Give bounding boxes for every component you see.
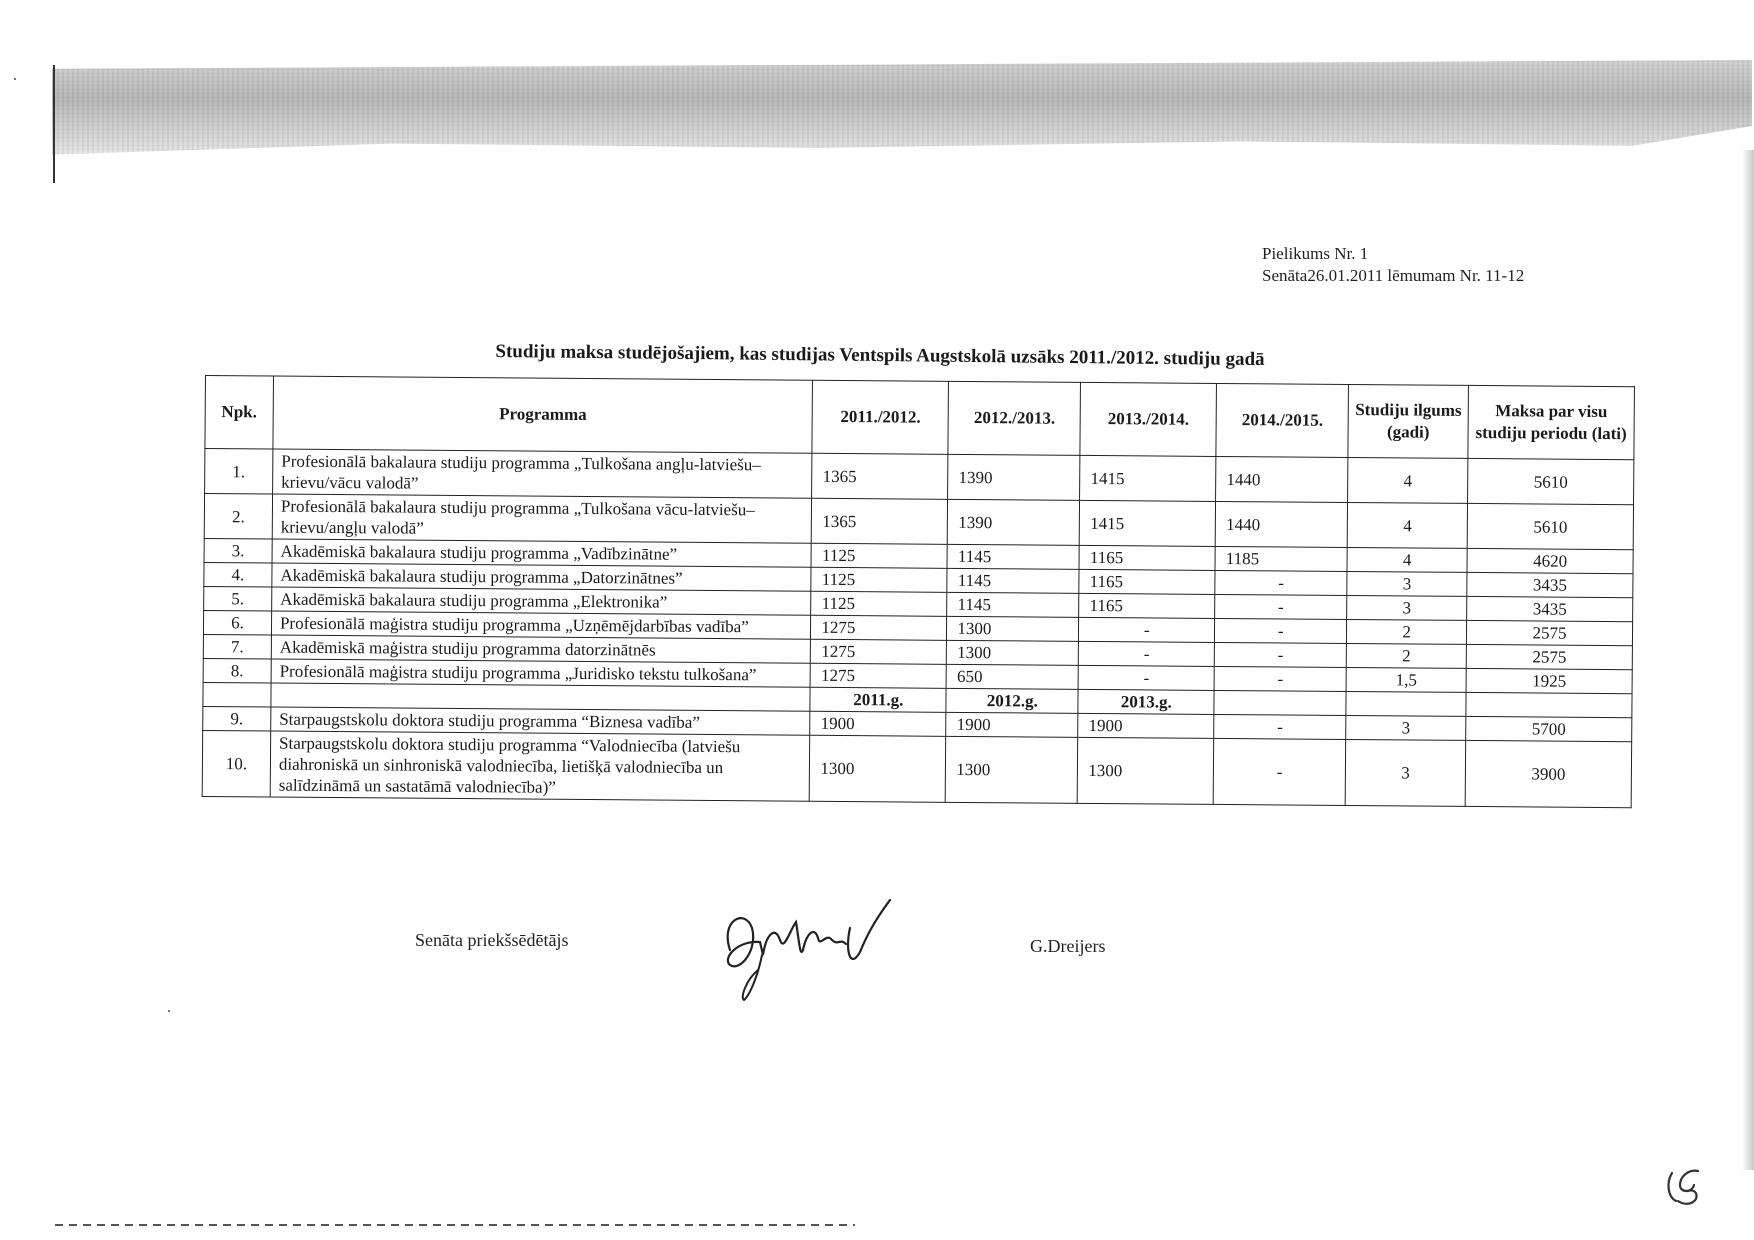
fee-2012: 1145	[947, 592, 1079, 617]
table-row	[202, 730, 1631, 807]
total-fee: 2575	[1467, 620, 1633, 645]
duration: 2	[1347, 619, 1467, 644]
total-fee: 1925	[1466, 668, 1632, 693]
fee-2014: -	[1215, 570, 1347, 595]
header-year-2011: 2011./2012.	[812, 380, 949, 454]
row-number: 7.	[203, 634, 271, 659]
signature-label: Senāta priekšsēdētājs	[415, 930, 569, 950]
program-name: Profesionālā bakalaura studiju programma „Tulkošana angļu-latviešu–krievu/vācu valodā”	[273, 449, 813, 498]
program-name: Akadēmiskā bakalaura studiju programma „Datorzinātnes”	[272, 563, 812, 591]
program-name: Profesionālā maģistra studiju programma „Juridisko tekstu tulkošana”	[271, 659, 811, 687]
empty-cell	[1466, 692, 1632, 717]
header-year-2013: 2013./2014.	[1080, 382, 1217, 456]
fee-2014: -	[1214, 666, 1346, 691]
fee-2012: 1145	[947, 544, 1079, 569]
duration: 3	[1347, 571, 1467, 596]
fee-2011: 1125	[811, 543, 947, 568]
program-name: Starpaugstskolu doktora studiju programma “Biznesa vadība”	[271, 707, 811, 735]
fee-2013: -	[1079, 641, 1215, 666]
fee-2013: 1300	[1077, 737, 1213, 804]
program-name: Akadēmiskā bakalaura studiju programma „Elektronika”	[272, 587, 812, 615]
program-name: Profesionālā bakalaura studiju programma „Tulkošana vācu-latviešu–krievu/angļu valodā”	[272, 494, 812, 543]
fee-2011: 1125	[811, 591, 947, 616]
fee-2013: -	[1078, 665, 1214, 690]
scan-speck	[168, 1010, 170, 1012]
fee-2012: 1390	[948, 454, 1080, 500]
duration: 3	[1346, 715, 1466, 740]
fee-2012: 650	[946, 664, 1078, 689]
appendix-number: Pielikums Nr. 1	[1262, 244, 1369, 263]
fee-2011: 1365	[812, 453, 948, 499]
fee-2012: 1145	[947, 568, 1079, 593]
total-fee: 3900	[1465, 740, 1631, 807]
fee-2014: -	[1213, 738, 1345, 805]
scan-bottom-line	[55, 1224, 855, 1226]
duration: 4	[1348, 457, 1468, 503]
fee-2013: 1165	[1079, 593, 1215, 618]
fee-2012: 1300	[947, 640, 1079, 665]
header-duration: Studiju ilgums (gadi)	[1348, 384, 1468, 458]
fee-2014: 1185	[1215, 546, 1347, 571]
program-name: Profesionālā maģistra studiju programma „Uzņēmējdarbības vadība”	[271, 611, 811, 639]
fee-2013: 1415	[1080, 455, 1216, 501]
row-number: 3.	[204, 538, 272, 563]
year-label-2011: 2011.g.	[810, 687, 946, 712]
empty-cell	[1214, 690, 1346, 715]
fee-2011: 1275	[811, 663, 947, 688]
scan-edge-mark	[53, 65, 55, 183]
fee-2011: 1125	[811, 567, 947, 592]
scan-speck	[14, 78, 16, 80]
fee-2012: 1900	[946, 712, 1078, 737]
header-programma: Programma	[273, 376, 813, 453]
fee-2012: 1390	[948, 499, 1080, 545]
duration: 3	[1347, 595, 1467, 620]
fee-2014: 1440	[1216, 456, 1348, 502]
fee-2011: 1900	[810, 711, 946, 736]
row-number: 10.	[202, 730, 270, 797]
duration: 1,5	[1346, 667, 1466, 692]
program-name: Akadēmiskā bakalaura studiju programma „Vadībzinātne”	[272, 539, 812, 567]
header-npk: Npk.	[205, 376, 274, 450]
fee-2011: 1300	[810, 735, 946, 802]
tuition-fee-table	[202, 375, 1635, 808]
duration: 4	[1347, 502, 1467, 548]
fee-2014: -	[1214, 642, 1346, 667]
total-fee: 3435	[1467, 572, 1633, 597]
fee-2014: 1440	[1215, 501, 1347, 547]
header-year-2012: 2012./2013.	[948, 381, 1081, 455]
fee-2012: 1300	[946, 736, 1078, 803]
total-fee: 4620	[1467, 548, 1633, 573]
appendix-note	[1262, 243, 1524, 287]
total-fee: 3435	[1467, 596, 1633, 621]
row-number: 8.	[203, 658, 271, 683]
fee-2013: 1415	[1080, 500, 1216, 546]
year-label-2012: 2012.g.	[946, 688, 1078, 713]
fee-2014: -	[1214, 714, 1346, 739]
senate-decision-reference: Senāta26.01.2011 lēmumam Nr. 11-12	[1262, 266, 1525, 285]
fee-2011: 1275	[811, 615, 947, 640]
handwritten-page-number	[1658, 1163, 1708, 1213]
total-fee: 5610	[1468, 458, 1634, 504]
total-fee: 5700	[1466, 716, 1632, 741]
scan-right-edge	[1742, 150, 1754, 1170]
fee-2014: -	[1215, 594, 1347, 619]
scan-shadow-band	[52, 60, 1752, 170]
fee-2013: 1165	[1079, 545, 1215, 570]
total-fee: 2575	[1466, 644, 1632, 669]
year-label-2013: 2013.g.	[1078, 689, 1214, 714]
table-header-row	[205, 376, 1635, 460]
row-number: 6.	[203, 610, 271, 635]
fee-2011: 1365	[812, 498, 948, 544]
program-name: Akadēmiskā maģistra studiju programma datorzinātnēs	[271, 635, 811, 663]
duration: 3	[1345, 739, 1465, 806]
row-number: 4.	[204, 562, 272, 587]
fee-2014: -	[1215, 618, 1347, 643]
handwritten-signature	[700, 880, 910, 1005]
program-name: Starpaugstskolu doktora studiju programma “Valodniecība (latviešu diahroniskā un sinhroniskā valodniecība, lietišķā valodniecība un salīdzināmā un sastatāmā valodniecība)”	[270, 731, 810, 801]
row-number: 5.	[204, 586, 272, 611]
signature-block	[0, 870, 1754, 1010]
row-number: 2.	[204, 494, 272, 540]
duration: 4	[1347, 547, 1467, 572]
empty-cell	[203, 682, 271, 707]
duration: 2	[1346, 643, 1466, 668]
empty-cell	[1346, 691, 1466, 716]
row-number: 1.	[205, 449, 273, 495]
fee-2013: -	[1079, 617, 1215, 642]
chairman-name: G.Dreijers	[1030, 936, 1106, 956]
total-fee: 5610	[1467, 503, 1633, 549]
header-year-2014: 2014./2015.	[1216, 383, 1349, 457]
header-total-fee: Maksa par visu studiju periodu (lati)	[1468, 385, 1634, 459]
fee-2013: 1900	[1078, 713, 1214, 738]
table-title: Studiju maksa studējošajiem, kas studijas Ventspils Augstskolā uzsāks 2011./2012. studiju gadā	[495, 340, 1265, 371]
fee-2011: 1275	[811, 639, 947, 664]
fee-2012: 1300	[947, 616, 1079, 641]
fee-2013: 1165	[1079, 569, 1215, 594]
row-number: 9.	[203, 706, 271, 731]
